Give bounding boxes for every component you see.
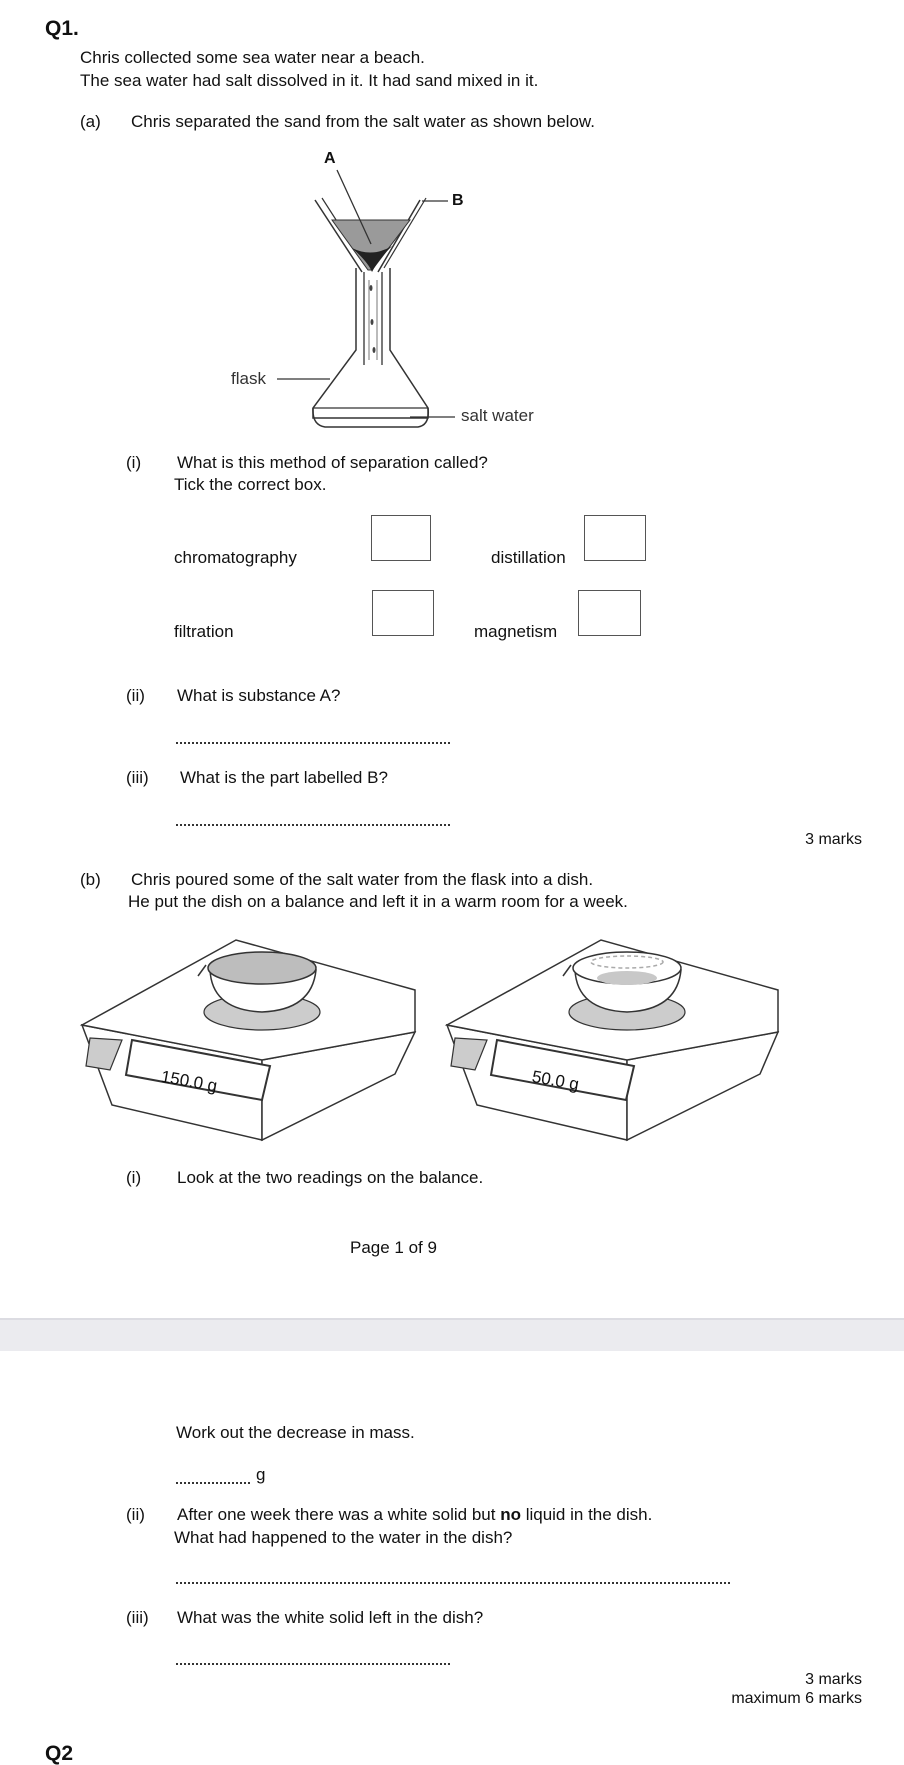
part-a-text: Chris separated the sand from the salt water as shown below. — [131, 112, 595, 131]
answer-line-b-ii[interactable] — [176, 1580, 730, 1584]
part-b-i-label: (i) — [126, 1168, 142, 1187]
part-a-iii-question: What is the part labelled B? — [180, 768, 388, 787]
part-a-i-label: (i) — [126, 453, 142, 472]
part-b-i-text: Look at the two readings on the balance. — [177, 1168, 484, 1187]
part-b-i-followup: Work out the decrease in mass. — [176, 1423, 415, 1442]
part-a-i-instruction: Tick the correct box. — [174, 475, 327, 494]
part-b-ii-pre: After one week there was a white solid but — [177, 1505, 501, 1524]
part-a-i-question: What is this method of separation called? — [177, 453, 488, 472]
intro-line-1: Chris collected some sea water near a beach. — [80, 48, 425, 67]
option-distillation-box[interactable] — [584, 515, 646, 561]
part-b-ii-line-2: What had happened to the water in the dish? — [174, 1528, 513, 1547]
option-filtration-box[interactable] — [372, 590, 434, 636]
part-b-line-2: He put the dish on a balance and left it in a warm room for a week. — [128, 892, 628, 911]
part-a-ii-label: (ii) — [126, 686, 145, 705]
answer-line-a-ii[interactable] — [176, 740, 450, 744]
balance-1 — [82, 940, 415, 1140]
option-magnetism-label: magnetism — [474, 622, 558, 641]
page-separator — [0, 1318, 904, 1351]
part-b-ii-label: (ii) — [126, 1505, 145, 1524]
part-a-label: (a) — [80, 112, 101, 131]
part-b-label: (b) — [80, 870, 101, 889]
balance-2 — [447, 940, 778, 1140]
diagram-label-salt-water: salt water — [461, 406, 534, 425]
part-a-iii-label: (iii) — [126, 768, 149, 787]
option-filtration-label: filtration — [174, 622, 234, 641]
part-b-iii-label: (iii) — [126, 1608, 149, 1627]
part-a-marks: 3 marks — [805, 831, 862, 848]
part-b-iii-question: What was the white solid left in the dish? — [177, 1608, 484, 1627]
part-b-ii-bold: no — [500, 1505, 521, 1524]
part-b-ii-post: liquid in the dish. — [520, 1505, 653, 1524]
answer-line-b-i[interactable] — [176, 1480, 250, 1484]
diagram-label-a: A — [324, 150, 336, 167]
part-b-line-1: Chris poured some of the salt water from the flask into a dish. — [131, 870, 594, 889]
max-marks: maximum 6 marks — [731, 1690, 862, 1707]
next-question-number: Q2 — [45, 1742, 74, 1765]
page-2 — [0, 1351, 904, 1765]
part-a-ii-question: What is substance A? — [177, 686, 341, 705]
option-chromatography-label: chromatography — [174, 548, 297, 567]
part-b-ii-question — [177, 1504, 652, 1526]
diagram-label-b: B — [452, 192, 464, 209]
option-chromatography-box[interactable] — [371, 515, 431, 561]
question-number: Q1. — [45, 17, 79, 40]
answer-line-b-iii[interactable] — [176, 1661, 450, 1665]
balance-1-reading: 150.0 g — [159, 1066, 219, 1096]
intro-line-2: The sea water had salt dissolved in it. It had sand mixed in it. — [80, 71, 539, 90]
balance-2-reading: 50.0 g — [530, 1066, 581, 1094]
page-footer: Page 1 of 9 — [350, 1238, 437, 1257]
diagram-label-flask: flask — [231, 369, 266, 388]
answer-line-a-iii[interactable] — [176, 822, 450, 826]
part-b-marks: 3 marks — [805, 1671, 862, 1688]
balances-diagram — [0, 920, 904, 1150]
option-distillation-label: distillation — [491, 548, 566, 567]
part-b-i-unit: g — [256, 1465, 266, 1484]
option-magnetism-box[interactable] — [578, 590, 641, 636]
